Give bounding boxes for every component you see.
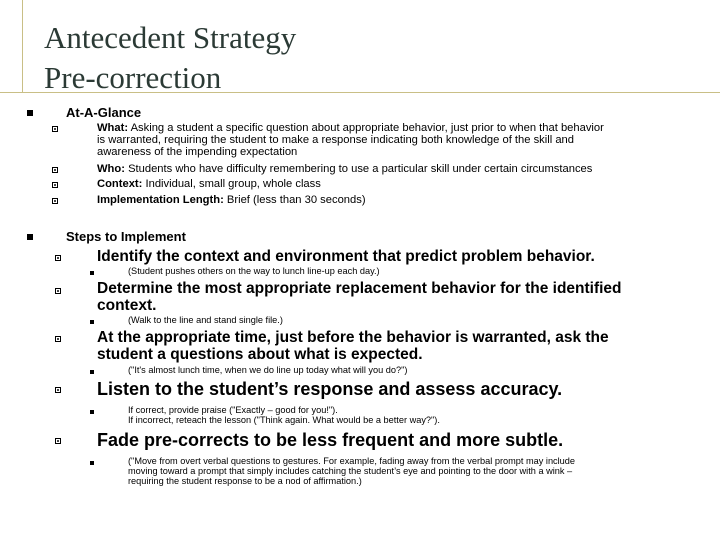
step-4-example-2: If incorrect, reteach the lesson ("Think again. What would be a better way?"). [128,415,440,425]
glance-length-text: Brief (less than 30 seconds) [226,194,366,206]
bullet-hollow-square-icon [52,198,58,204]
bullet-hollow-square-icon [55,255,61,261]
title-vertical-rule [22,0,23,92]
step-2-line-2: context. [97,297,157,314]
glance-what-label: What: [97,122,129,134]
bullet-small-square-icon [90,410,94,414]
bullet-small-square-icon [90,461,94,465]
step-5: Fade pre-corrects to be less frequent and more subtle. [97,430,564,450]
glance-heading: At-A-Glance [66,105,142,120]
bullet-hollow-square-icon [55,336,61,342]
glance-what-text-2: is warranted, requiring the student to make a response indicating both knowledge of the skill and [97,134,574,146]
bullet-small-square-icon [90,271,94,275]
glance-what [97,123,604,135]
bullet-hollow-square-icon [55,387,61,393]
glance-what-text-1: Asking a student a specific question about appropriate behavior, just prior to when that behavior [130,122,604,134]
glance-who [97,164,592,176]
step-3-line-2: student a questions about what is expected. [97,346,423,363]
step-5-example-3: requiring the student response to be a nod of affirmation.) [128,476,362,486]
glance-who-label: Who: [97,163,125,175]
glance-length [97,195,366,207]
step-1-example: (Student pushes others on the way to lunch line-up each day.) [128,266,380,276]
bullet-hollow-square-icon [52,167,58,173]
glance-context-text: Individual, small group, whole class [145,178,321,190]
bullet-small-square-icon [90,320,94,324]
step-3-line-1: At the appropriate time, just before the behavior is warranted, ask the [97,329,609,346]
step-2-line-1: Determine the most appropriate replacement behavior for the identified [97,280,622,297]
glance-length-label: Implementation Length: [97,194,224,206]
bullet-square-icon [27,234,33,240]
glance-context-label: Context: [97,178,143,190]
slide-title-line-2: Pre-correction [44,60,222,95]
bullet-small-square-icon [90,370,94,374]
step-4-example-1: If correct, provide praise ("Exactly – good for you!"). [128,405,338,415]
step-3-example: ("It's almost lunch time, when we do line up today what will you do?") [128,365,408,375]
slide-title-line-1: Antecedent Strategy [44,20,297,55]
bullet-hollow-square-icon [55,438,61,444]
step-5-example-1: ("Move from overt verbal questions to gestures. For example, fading away from the verbal prompt may include [128,456,576,466]
step-2-example: (Walk to the line and stand single file.) [128,315,283,325]
bullet-hollow-square-icon [52,126,58,132]
bullet-square-icon [27,110,33,116]
bullet-hollow-square-icon [52,182,58,188]
step-1: Identify the context and environment that predict problem behavior. [97,248,595,265]
glance-context [97,179,321,191]
step-5-example-2: moving toward a prompt that simply includes catching the student’s eye and pointing to the door with a wink – [128,466,573,476]
steps-heading: Steps to Implement [66,229,186,244]
glance-what-text-3: awareness of the impending expectation [97,146,298,158]
glance-who-text: Students who have difficulty remembering to use a particular skill under certain circumstances [128,163,593,175]
bullet-hollow-square-icon [55,288,61,294]
step-4: Listen to the student’s response and assess accuracy. [97,379,563,399]
